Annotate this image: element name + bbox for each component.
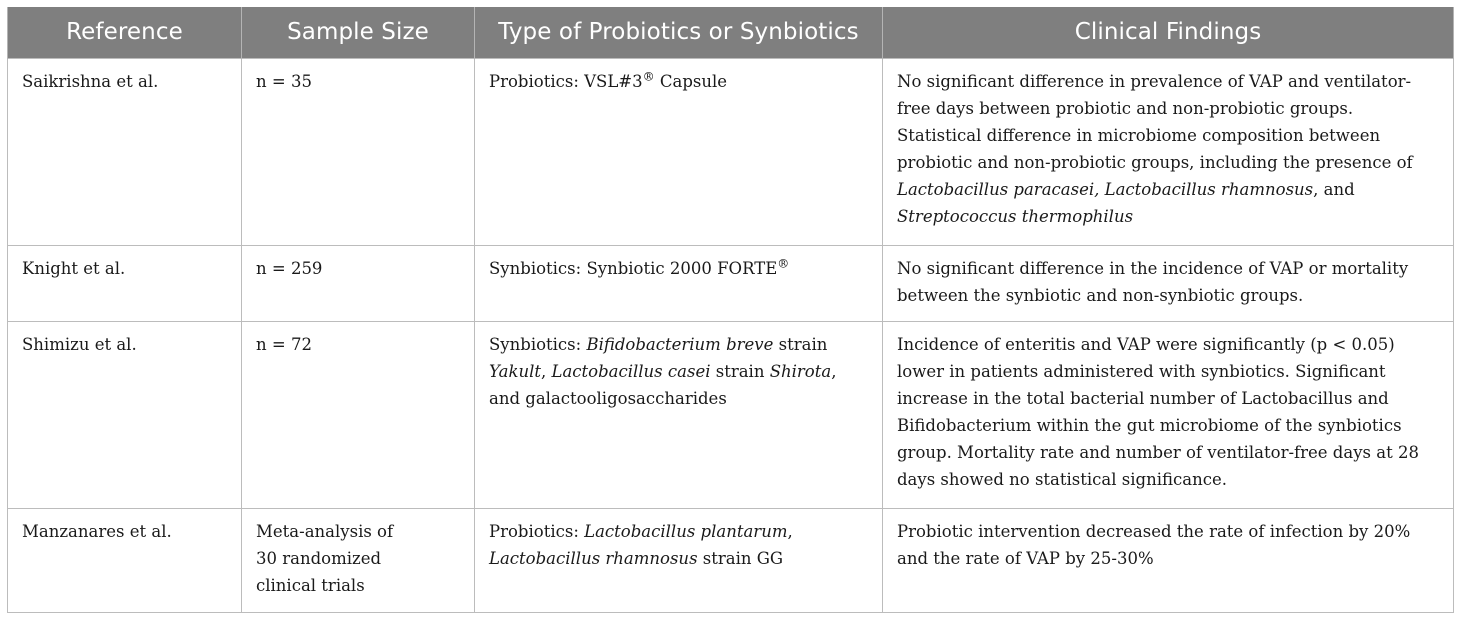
cell-sample-size: Meta-analysis of 30 randomized clinical trials xyxy=(242,508,475,612)
type-text: strain xyxy=(773,334,828,354)
cell-sample-size: n = 35 xyxy=(242,58,475,245)
findings-text: No significant difference in prevalence of VAP and ventilator-free days between probiotic and non-probiotic groups. Statistical difference in microbiome composition between probiotic and non-probiotic groups, including the presence of xyxy=(897,71,1413,172)
cell-findings: No significant difference in the incidence of VAP or mortality between the synbiotic and non-synbiotic groups. xyxy=(883,245,1454,321)
type-text: Probiotics: VSL#3 xyxy=(489,71,643,91)
type-text: strain xyxy=(710,361,770,381)
type-text: Probiotics: xyxy=(489,521,585,541)
studies-table xyxy=(7,7,1454,613)
table-row xyxy=(8,321,1454,508)
cell-findings: Probiotic intervention decreased the rate of infection by 20% and the rate of VAP by 25-30% xyxy=(883,508,1454,612)
cell-sample-size: n = 72 xyxy=(242,321,475,508)
cell-reference: Manzanares et al. xyxy=(8,508,242,612)
species-name: Lactobacillus plantarum xyxy=(584,521,788,541)
species-name: Lactobacillus rhamnosus xyxy=(489,548,698,568)
type-text: Synbiotics: Synbiotic 2000 FORTE xyxy=(489,258,778,278)
registered-mark: ® xyxy=(642,69,655,83)
table-row xyxy=(8,508,1454,612)
type-text: , and galactooligosaccharides xyxy=(489,361,837,408)
species-name: Bifidobacterium breve xyxy=(586,334,774,354)
header-reference: Reference xyxy=(8,7,242,58)
cell-reference: Saikrishna et al. xyxy=(8,58,242,245)
type-text: Synbiotics: xyxy=(489,334,587,354)
species-name: Lactobacillus paracasei, Lactobacillus rhamnosus xyxy=(897,179,1314,199)
cell-sample-size: n = 259 xyxy=(242,245,475,321)
cell-type xyxy=(475,321,883,508)
table-row xyxy=(8,58,1454,245)
cell-type xyxy=(475,58,883,245)
type-text: , xyxy=(540,361,552,381)
table-row xyxy=(8,245,1454,321)
species-name: Yakult xyxy=(489,361,541,381)
species-name: Streptococcus thermophilus xyxy=(897,206,1134,226)
header-type: Type of Probiotics or Synbiotics xyxy=(475,7,883,58)
species-name: Lactobacillus casei xyxy=(551,361,711,381)
cell-findings xyxy=(883,58,1454,245)
findings-text: , and xyxy=(1313,179,1355,199)
cell-type xyxy=(475,245,883,321)
header-sample-size: Sample Size xyxy=(242,7,475,58)
type-text: Capsule xyxy=(654,71,728,91)
cell-findings: Incidence of enteritis and VAP were significantly (p < 0.05) lower in patients administered with synbiotics. Significant increase in the total bacterial number of Lactobacillus and Bifidobacterium within the gut microbiome of the synbiotics group. Mortality rate and number of ventilator-free days at 28 days showed no statistical significance. xyxy=(883,321,1454,508)
registered-mark: ® xyxy=(777,256,790,270)
cell-reference: Knight et al. xyxy=(8,245,242,321)
header-clinical-findings: Clinical Findings xyxy=(883,7,1454,58)
species-name: Shirota xyxy=(769,361,832,381)
type-text: strain GG xyxy=(697,548,784,568)
type-text: , xyxy=(787,521,793,541)
cell-type xyxy=(475,508,883,612)
cell-reference: Shimizu et al. xyxy=(8,321,242,508)
header-row xyxy=(8,7,1454,58)
